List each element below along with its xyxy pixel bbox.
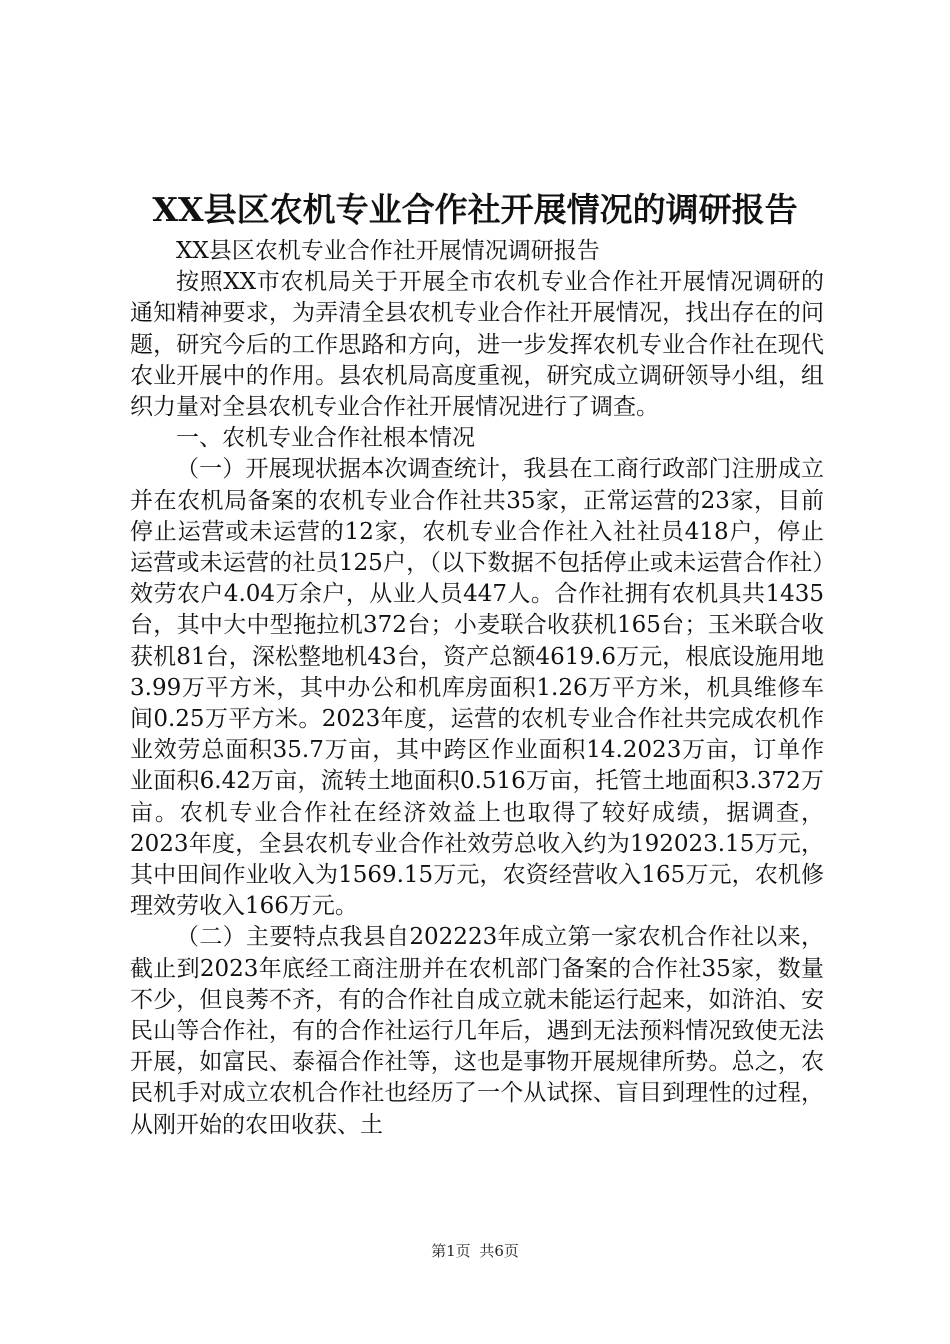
section-heading: 一、农机专业合作社根本情况 xyxy=(176,425,475,452)
status-paragraph: （一）开展现状据本次调查统计，我县在工商行政部门注册成立并在农机局备案的农机专业合作社共35家，正常运营的23家，目前停止运营或未运营的12家，农机专业合作社入社社员418户，停止运营或未运营的社员125户，（以下数据不包括停止或未运营合作社）效劳农户4.04万余户，从业人员447人。合作社拥有农机具共1435台，其中大中型拖拉机372台；小麦联合收获机165台；玉米联合收获机81台，深松整地机43台，资产总额4619.6万元，根底设施用地3.99万平方米，其中办公和机库房面积1.26万平方米，机具维修车间0.25万平方米。2023年度，运营的农机专业合作社共完成农机作业效劳总面积35.7万亩，其中跨区作业面积14.2023万亩，订单作业面积6.42万亩，流转土地面积0.516万亩，托管土地面积3.372万亩。农机专业合作社在经济效益上也取得了较好成绩，据调查，2023年度，全县农机专业合作社效劳总收入约为192023.15万元，其中田间作业收入为1569.15万元，农资经营收入165万元，农机修理效劳收入166万元。 xyxy=(130,456,824,920)
intro-paragraph: 按照XX市农机局关于开展全市农机专业合作社开展情况调研的通知精神要求，为弄清全县农机专业合作社开展情况，找出存在的问题，研究今后的工作思路和方向，进一步发挥农机专业合作社在现代农业开展中的作用。县农机局高度重视，研究成立调研领导小组，组织力量对全县农机专业合作社开展情况进行了调查。 xyxy=(130,269,824,421)
page-number: 第1页 xyxy=(431,1242,471,1260)
subtitle-paragraph: XX县区农机专业合作社开展情况调研报告 xyxy=(176,238,600,264)
features-paragraph: （二）主要特点我县自202223年成立第一家农机合作社以来，截止到2023年底经工商注册并在农机部门备案的合作社35家，数量不少，但良莠不齐，有的合作社自成立就未能运行起来，如浒泊、安民山等合作社，有的合作社运行几年后，遇到无法预料情况致使无法开展，如富民、泰福合作社等，这也是事物开展规律所势。总之，农民机手对成立农机合作社也经历了一个从试探、盲目到理性的过程，从刚开始的农田收获、土 xyxy=(130,924,824,1138)
page-footer xyxy=(0,1241,950,1261)
page-total: 共6页 xyxy=(479,1242,519,1260)
document-body xyxy=(130,236,824,1141)
document-title: XX县区农机专业合作社开展情况的调研报告 xyxy=(152,190,798,229)
